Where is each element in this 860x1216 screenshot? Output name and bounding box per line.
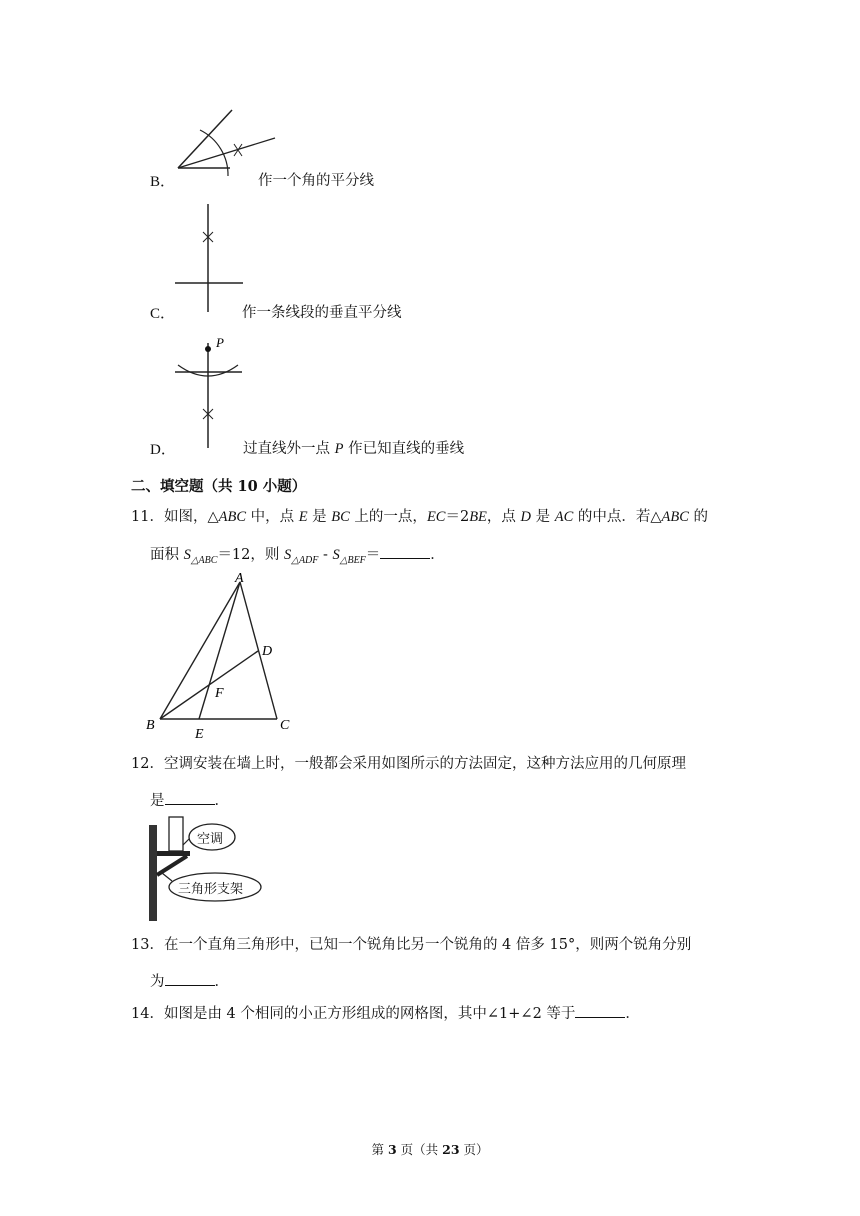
q11-eq12: ＝12，则 [217, 547, 284, 563]
q11-t10: ，点 [486, 509, 521, 525]
q11-s2: S [284, 547, 292, 563]
q11-sub3: △BEF [339, 554, 366, 566]
q12-answer-blank[interactable] [165, 790, 215, 805]
section-title: 二、填空题（共 10 小题） [131, 478, 307, 495]
q11-t7: EC [426, 509, 446, 525]
q11-answer-blank[interactable] [380, 544, 430, 559]
q12-number: 12． [131, 756, 164, 772]
option-d-letter: D． [150, 442, 176, 458]
q11-s1: S [183, 547, 191, 563]
label-a: A [235, 571, 244, 586]
label-e: E [195, 727, 204, 742]
q11-minus: - [318, 547, 333, 563]
q13-answer-blank[interactable] [165, 971, 215, 986]
ac-label: 空调 [197, 832, 224, 847]
option-c-letter: C． [150, 306, 176, 322]
footer-pre: 第 [371, 1142, 388, 1157]
bracket-label: 三角形支架 [178, 882, 244, 897]
label-b: B [146, 718, 155, 733]
q14-line1 [131, 1003, 640, 1024]
q14-number: 14． [131, 1006, 164, 1022]
perpendicular-bisector-figure [170, 202, 250, 314]
q11-eq: ＝ [365, 547, 381, 563]
q11-t0: 如图，△ [163, 509, 219, 525]
q11-t1: ABC [218, 509, 246, 525]
option-d-text-pre: 过直线外一点 [243, 441, 335, 457]
q11-t11: D [520, 509, 532, 525]
q11-t2: 中，点 [246, 509, 299, 525]
q11-t6: 上的一点， [349, 509, 427, 525]
q11-line2 [150, 544, 445, 571]
option-b-text: 作一个角的平分线 [258, 173, 374, 189]
angle-bisector-figure [170, 108, 280, 178]
q14-answer-blank[interactable] [575, 1003, 625, 1018]
q11-t14: 的中点．若△ [573, 509, 662, 525]
footer-page: 3 [387, 1142, 397, 1157]
q11-t12: 是 [531, 509, 555, 525]
q11-area-label: 面积 [150, 547, 184, 563]
q11-t5: BC [331, 509, 350, 525]
q11-t8: ＝2 [445, 509, 470, 525]
q11-t9: BE [469, 509, 487, 525]
label-c: C [280, 718, 290, 733]
air-conditioner-figure [140, 815, 280, 925]
q13-number: 13． [131, 937, 164, 953]
q11-line1 [131, 507, 708, 527]
perpendicular-through-point-figure [170, 335, 250, 450]
option-d-text-post: 作已知直线的垂线 [343, 441, 465, 457]
q11-t16: 的 [688, 509, 709, 525]
q14-text: 如图是由 4 个相同的小正方形组成的网格图，其中∠1+∠2 等于 [163, 1006, 576, 1022]
q13-end: ． [214, 974, 229, 990]
triangle-abc-figure [140, 568, 300, 743]
q13-line2 [150, 971, 229, 992]
q11-t13: AC [554, 509, 574, 525]
q12-line1 [131, 754, 686, 774]
q13-line1 [131, 935, 691, 955]
q13-text: 在一个直角三角形中，已知一个锐角比另一个锐角的 4 倍多 15°，则两个锐角分别 [163, 937, 692, 953]
q11-t3: E [298, 509, 308, 525]
label-d: D [262, 644, 273, 659]
option-d-text [243, 437, 464, 458]
q12-text: 空调安装在墙上时，一般都会采用如图所示的方法固定，这种方法应用的几何原理 [163, 756, 686, 772]
option-d-var: P [334, 441, 344, 457]
option-b-letter: B． [150, 174, 176, 190]
q11-t4: 是 [307, 509, 332, 525]
footer-post: 页） [459, 1142, 489, 1157]
q11-end: ． [430, 547, 445, 563]
q13-text2: 为 [150, 974, 165, 990]
q12-line2 [150, 790, 229, 811]
option-c-text: 作一条线段的垂直平分线 [242, 305, 402, 321]
footer-total: 23 [442, 1142, 460, 1157]
point-p-label: P [216, 335, 224, 350]
q11-t15: ABC [661, 509, 689, 525]
q11-number: 11． [131, 509, 164, 525]
q12-end: ． [214, 793, 229, 809]
q12-text2: 是 [150, 793, 165, 809]
footer-mid: 页（共 [396, 1142, 443, 1157]
q11-sub2: △ADF [291, 554, 319, 566]
page-footer [0, 1140, 860, 1158]
q11-sub1: △ABC [190, 554, 218, 566]
q14-end: ． [625, 1006, 640, 1022]
q11-s3: S [332, 547, 340, 563]
label-f: F [215, 686, 224, 701]
